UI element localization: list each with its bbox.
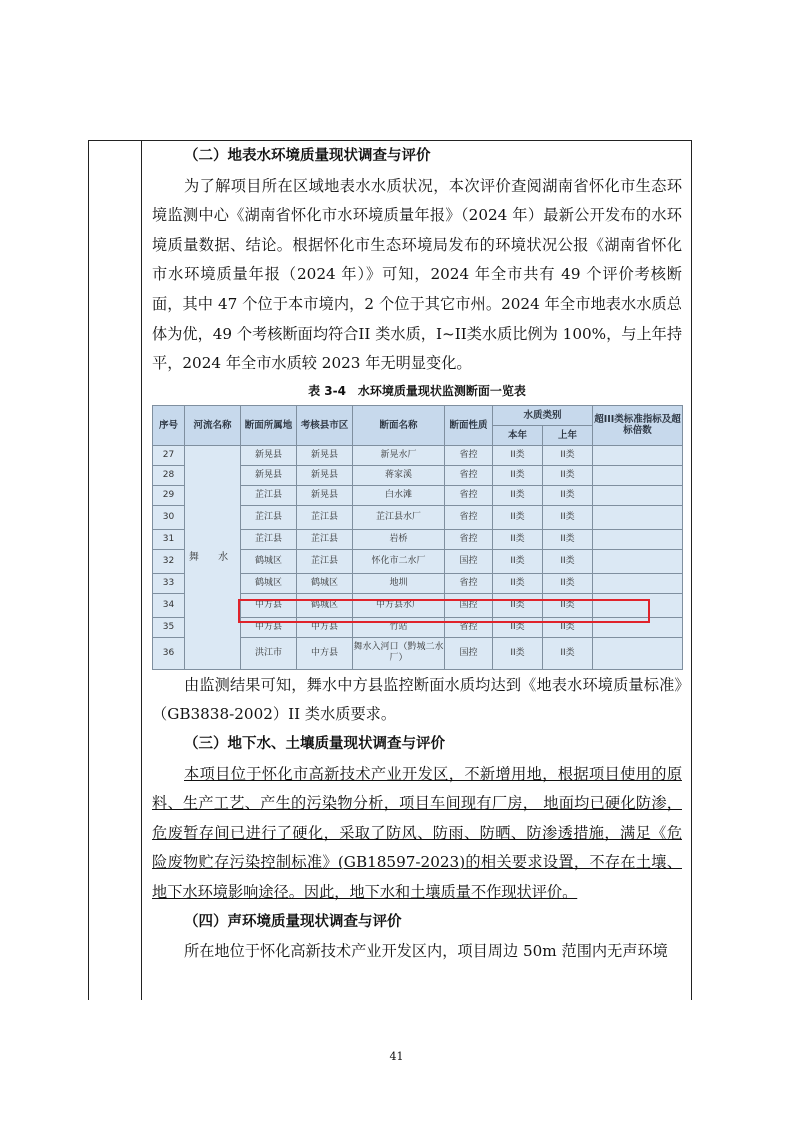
cell-last-year: II类 — [543, 593, 593, 617]
cell-exceed — [593, 465, 683, 485]
cell-last-year: II类 — [543, 465, 593, 485]
cell-county: 芷江县 — [297, 505, 353, 529]
cell-last-year: II类 — [543, 549, 593, 573]
cell-county: 芷江县 — [297, 529, 353, 549]
cell-exceed — [593, 485, 683, 505]
header-exceed: 超III类标准指标及超标倍数 — [593, 405, 683, 445]
cell-location: 中方县 — [241, 593, 297, 617]
cell-nature: 省控 — [445, 485, 493, 505]
monitoring-table — [152, 405, 683, 670]
section-4-heading: （四）声环境质量现状调查与评价 — [184, 913, 402, 930]
cell-nature: 省控 — [445, 465, 493, 485]
section-2-paragraph: 为了解项目所在区域地表水水质状况，本次评价查阅湖南省怀化市生态环境监测中心《湖南省怀化市水环境质量年报》（2024 年）最新公开发布的水环境质量数据、结论。根据怀化市生态环境局发布的环境状况公报《湖南省怀化市水环境质量年报（2024 年）》可知，2024 年全市共有 49 个评价考核断面，其中 47 个位于本市境内，2 个位于其它市州。2024 年全市地表水水质总体为优，49 个考核断面均符合II 类水质，I~II类水质比例为 100%，与上年持平，2024 年全市水质较 2023 年无明显变化。 — [152, 176, 683, 373]
header-quality: 水质类别 — [493, 405, 593, 425]
cell-nature: 国控 — [445, 593, 493, 617]
cell-this-year: II类 — [493, 505, 543, 529]
table-caption: 表 3-4 水环境质量现状监测断面一览表 — [308, 383, 526, 398]
cell-this-year: II类 — [493, 573, 543, 593]
cell-county: 中方县 — [297, 617, 353, 637]
cell-exceed — [593, 637, 683, 669]
table-row — [153, 445, 683, 465]
cell-county: 新晃县 — [297, 465, 353, 485]
cell-this-year: II类 — [493, 445, 543, 465]
document-body — [152, 142, 682, 967]
cell-exceed — [593, 505, 683, 529]
cell-location: 芷江县 — [241, 485, 297, 505]
cell-this-year: II类 — [493, 465, 543, 485]
cell-no: 35 — [153, 617, 185, 637]
header-county: 考核县市区 — [297, 405, 353, 445]
cell-location: 鹤城区 — [241, 549, 297, 573]
cell-this-year: II类 — [493, 529, 543, 549]
cell-location: 鹤城区 — [241, 573, 297, 593]
header-no: 序号 — [153, 405, 185, 445]
cell-nature: 省控 — [445, 445, 493, 465]
section-2-heading: （二）地表水环境质量现状调查与评价 — [184, 148, 431, 164]
header-river: 河流名称 — [185, 405, 241, 445]
cell-location: 新晃县 — [241, 445, 297, 465]
cell-county: 新晃县 — [297, 445, 353, 465]
cell-this-year: II类 — [493, 485, 543, 505]
cell-location: 洪江市 — [241, 637, 297, 669]
header-this-year: 本年 — [493, 425, 543, 445]
row-35-highlight-box — [238, 599, 650, 623]
cell-county: 鹤城区 — [297, 593, 353, 617]
header-last-year: 上年 — [543, 425, 593, 445]
cell-section-name: 舞水入河口（黔城二水厂） — [353, 637, 445, 669]
cell-county: 鹤城区 — [297, 573, 353, 593]
cell-exceed — [593, 573, 683, 593]
cell-exceed — [593, 529, 683, 549]
header-section-name: 断面名称 — [353, 405, 445, 445]
cell-last-year: II类 — [543, 617, 593, 637]
cell-nature: 国控 — [445, 549, 493, 573]
cell-last-year: II类 — [543, 505, 593, 529]
section-3-paragraph — [152, 760, 682, 908]
cell-location: 芷江县 — [241, 529, 297, 549]
cell-location: 新晃县 — [241, 465, 297, 485]
cell-section-name: 中方县水厂 — [353, 593, 445, 617]
cell-this-year: II类 — [493, 617, 543, 637]
cell-nature: 省控 — [445, 529, 493, 549]
section-3-text: 本项目位于怀化市高新技术产业开发区，不新增用地，根据项目使用的原料、生产工艺、产生的污染物分析，项目车间现有厂房， 地面均已硬化防渗，危废暂存间已进行了硬化，采取了防风、防雨、防晒、防渗透措施，满足《危险废物贮存污染控制标准》(GB18597-2023)的相关要求设置，不存在土壤、地下水环境影响途径。因此，地下水和土壤质量不作现状评价。 — [152, 764, 682, 901]
cell-county: 中方县 — [297, 637, 353, 669]
cell-nature: 省控 — [445, 573, 493, 593]
cell-section-name: 竹站 — [353, 617, 445, 637]
cell-location: 中方县 — [241, 617, 297, 637]
cell-section-name: 新晃水厂 — [353, 445, 445, 465]
cell-section-name: 蒋家溪 — [353, 465, 445, 485]
cell-no: 28 — [153, 465, 185, 485]
cell-section-name: 地圳 — [353, 573, 445, 593]
cell-nature: 省控 — [445, 617, 493, 637]
header-location: 断面所属地 — [241, 405, 297, 445]
cell-section-name: 怀化市二水厂 — [353, 549, 445, 573]
cell-last-year: II类 — [543, 529, 593, 549]
cell-last-year: II类 — [543, 573, 593, 593]
cell-no: 34 — [153, 593, 185, 617]
table-body — [153, 445, 683, 669]
cell-no: 30 — [153, 505, 185, 529]
cell-section-name: 芷江县水厂 — [353, 505, 445, 529]
cell-no: 27 — [153, 445, 185, 465]
cell-exceed — [593, 549, 683, 573]
cell-last-year: II类 — [543, 637, 593, 669]
cell-county: 新晃县 — [297, 485, 353, 505]
cell-this-year: II类 — [493, 637, 543, 669]
cell-no: 31 — [153, 529, 185, 549]
cell-no: 29 — [153, 485, 185, 505]
after-table-paragraph: 由监测结果可知，舞水中方县监控断面水质均达到《地表水环境质量标准》（GB3838-2002）II 类水质要求。 — [152, 675, 682, 724]
cell-nature: 国控 — [445, 637, 493, 669]
cell-no: 36 — [153, 637, 185, 669]
section-3-heading: （三）地下水、土壤质量现状调查与评价 — [184, 735, 445, 752]
cell-exceed — [593, 445, 683, 465]
cell-section-name: 白水滩 — [353, 485, 445, 505]
cell-nature: 省控 — [445, 505, 493, 529]
cell-county: 芷江县 — [297, 549, 353, 573]
cell-section-name: 岩桥 — [353, 529, 445, 549]
cell-no: 32 — [153, 549, 185, 573]
cell-last-year: II类 — [543, 445, 593, 465]
cell-location: 芷江县 — [241, 505, 297, 529]
cell-river: 舞 水 — [185, 445, 241, 669]
cell-last-year: II类 — [543, 485, 593, 505]
cell-this-year: II类 — [493, 593, 543, 617]
page-number: 41 — [389, 1050, 404, 1063]
frame-divider — [141, 140, 142, 1000]
header-nature: 断面性质 — [445, 405, 493, 445]
cell-no: 33 — [153, 573, 185, 593]
cell-this-year: II类 — [493, 549, 543, 573]
section-4-paragraph: 所在地位于怀化高新技术产业开发区内，项目周边 50m 范围内无声环境 — [184, 942, 668, 961]
monitoring-table-image — [152, 405, 682, 669]
